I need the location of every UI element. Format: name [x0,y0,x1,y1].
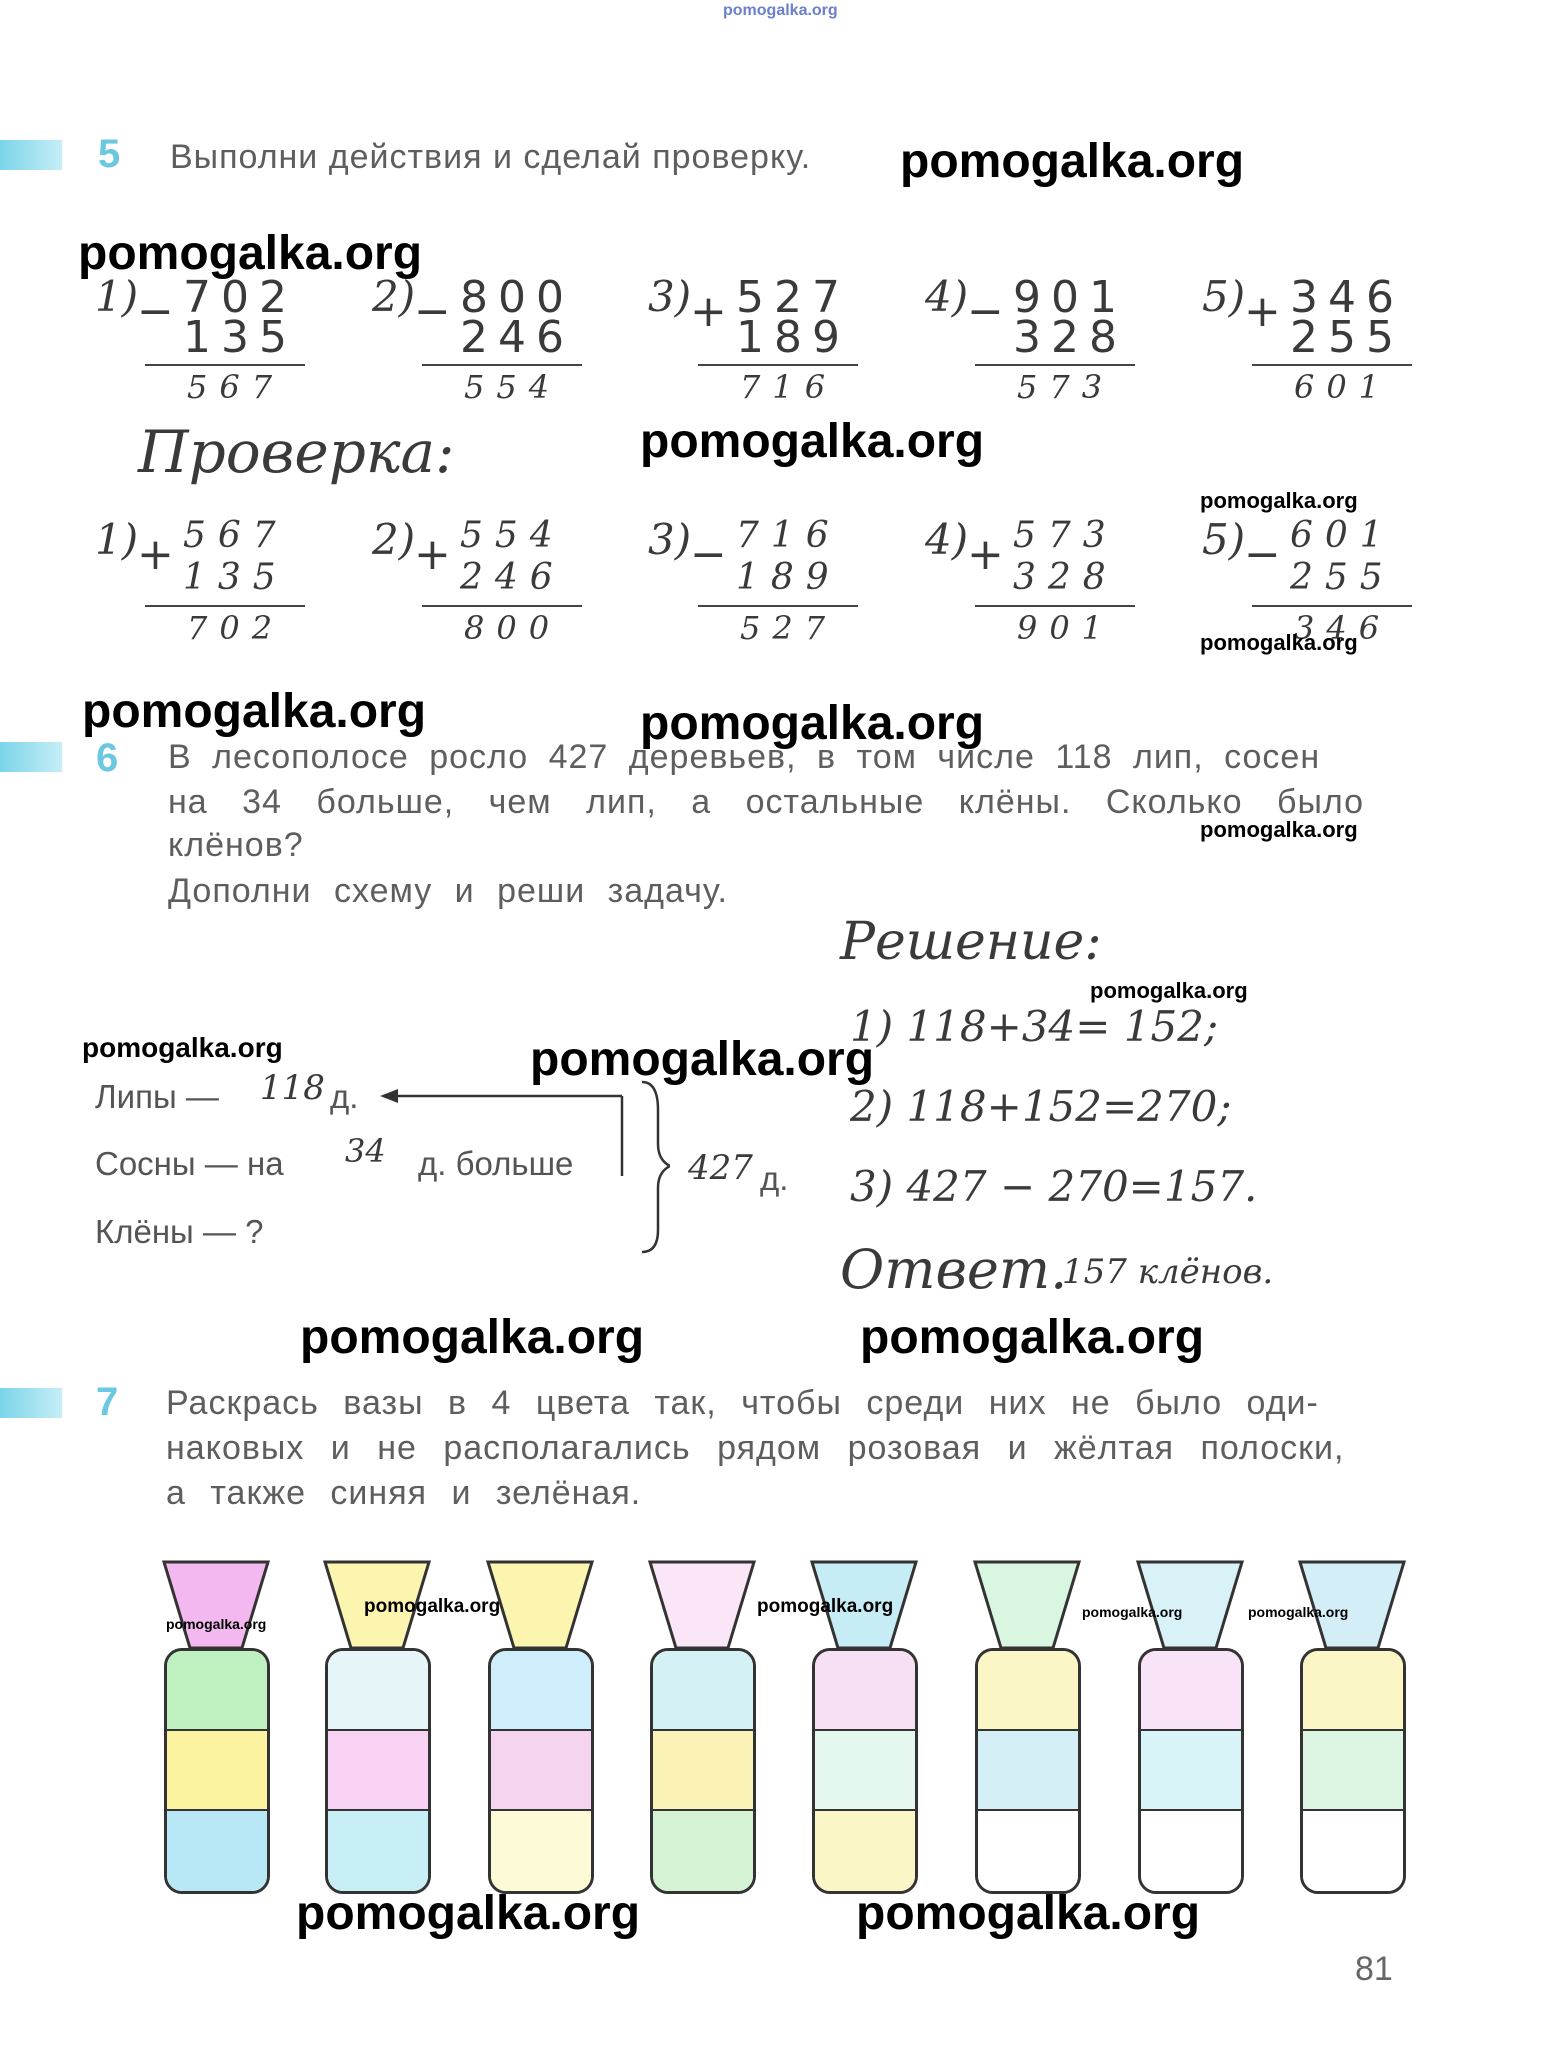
vase-6[interactable] [975,1560,1079,1890]
watermark: pomogalka.org [82,1032,283,1063]
vase-stripe-2[interactable] [491,1731,591,1811]
vase-stripe-1[interactable] [1303,1651,1403,1731]
check-b: 246 [460,557,565,598]
task7-line3: а также синяя и зелёная. [166,1474,642,1512]
example-underline [698,364,858,366]
watermark: pomogalka.org [1082,1604,1183,1620]
task7-number: 7 [96,1380,119,1424]
watermark: pomogalka.org [1200,630,1358,655]
watermark: pomogalka.org [1248,1604,1349,1620]
example-label: 3) [648,272,692,321]
top-watermark: pomogalka.org [723,2,838,19]
watermark: pomogalka.org [856,1887,1201,1940]
example-sign: − [967,286,1004,337]
vase-body [975,1648,1081,1894]
check-result: 702 [187,609,285,647]
task5-text: Выполни действия и сделай проверку. [170,138,812,176]
check-b: 328 [1013,557,1118,598]
task6-number: 6 [96,736,119,780]
vase-stripe-2[interactable] [1303,1731,1403,1811]
vase-stripe-3[interactable] [653,1811,753,1891]
watermark: pomogalka.org [296,1887,641,1940]
vase-body [488,1648,594,1894]
example-result: 567 [187,368,285,406]
example-underline [975,364,1135,366]
vase-stripe-1[interactable] [978,1651,1078,1731]
check-b: 189 [736,557,841,598]
vase-stripe-1[interactable] [328,1651,428,1731]
check-sign: − [1244,529,1281,580]
task7-line2: наковых и не располагались рядом розовая и жёлтая полоски, [166,1429,1345,1467]
example-b: 255 [1290,312,1404,363]
example-label: 1) [95,272,139,321]
check-underline [422,605,582,607]
vase-neck[interactable] [162,1560,270,1648]
scheme-total-unit: д. [760,1160,789,1197]
watermark: pomogalka.org [166,1616,267,1632]
check-a: 716 [736,515,841,556]
vase-stripe-1[interactable] [1141,1651,1241,1731]
task5-number: 5 [98,132,121,176]
vase-stripe-1[interactable] [815,1651,915,1731]
solution-step-1: 1) 118+34= 152; [850,1002,1219,1051]
example-result: 573 [1017,368,1115,406]
example-label: 5) [1202,272,1246,321]
check-underline [698,605,858,607]
vase-body [1138,1648,1244,1894]
watermark: pomogalka.org [757,1596,894,1617]
example-sign: − [137,286,174,337]
example-a: 346 [1290,272,1404,323]
vase-stripe-3[interactable] [491,1811,591,1891]
scheme-lipy-value: 118 [260,1068,325,1108]
vase-stripe-2[interactable] [978,1731,1078,1811]
example-underline [1252,364,1412,366]
example-a: 901 [1013,272,1127,323]
watermark: pomogalka.org [640,415,985,468]
watermark: pomogalka.org [900,135,1245,188]
scheme-sosny-suffix: д. больше [418,1145,574,1182]
vase-stripe-2[interactable] [815,1731,915,1811]
vase-stripe-3[interactable] [815,1811,915,1891]
answer-text: 157 клёнов. [1062,1252,1274,1292]
watermark: pomogalka.org [82,685,427,738]
check-result: 800 [464,609,562,647]
example-b: 246 [460,312,574,363]
solution-title: Решение: [840,912,1102,972]
watermark: pomogalka.org [860,1311,1205,1364]
check-b: 135 [183,557,288,598]
check-title: Проверка: [138,418,455,486]
vase-body [325,1648,431,1894]
vase-body [650,1648,756,1894]
vase-stripe-2[interactable] [328,1731,428,1811]
check-result: 346 [1294,609,1392,647]
check-label: 3) [648,515,692,564]
example-underline [422,364,582,366]
watermark: pomogalka.org [1200,817,1358,842]
vase-body [812,1648,918,1894]
task7-marker-bar [0,1388,62,1418]
example-underline [145,364,305,366]
solution-step-2: 2) 118+152=270; [850,1082,1232,1131]
example-sign: + [1244,286,1281,337]
solution-step-3: 3) 427 − 270=157. [850,1162,1258,1211]
example-a: 702 [183,272,297,323]
example-b: 189 [736,312,850,363]
watermark: pomogalka.org [78,227,423,280]
task6-line1: В лесополосе росло 427 деревьев, в том числе 118 лип, сосен [168,738,1321,776]
check-a: 573 [1013,515,1118,556]
example-label: 4) [925,272,969,321]
watermark: pomogalka.org [300,1311,645,1364]
check-sign: − [690,529,727,580]
check-label: 1) [95,515,139,564]
watermark: pomogalka.org [530,1033,875,1086]
example-label: 2) [372,272,416,321]
vase-stripe-1[interactable] [167,1651,267,1731]
example-a: 800 [460,272,574,323]
vase-stripe-3[interactable] [167,1811,267,1891]
vase-stripe-2[interactable] [1141,1731,1241,1811]
example-result: 554 [464,368,562,406]
watermark: pomogalka.org [1090,978,1248,1003]
page-number: 81 [1355,1950,1393,1988]
vase-stripe-1[interactable] [491,1651,591,1731]
vase-stripe-2[interactable] [653,1731,753,1811]
vase-stripe-3[interactable] [1141,1811,1241,1891]
vase-4[interactable] [650,1560,754,1890]
vase-1[interactable] [164,1560,268,1890]
check-a: 601 [1290,515,1395,556]
check-label: 2) [372,515,416,564]
scheme-lipy-label: Липы — [95,1078,219,1115]
check-sign: + [414,529,451,580]
check-label: 5) [1202,515,1246,564]
task6-line4: Дополни схему и реши задачу. [168,872,728,910]
example-sign: + [690,286,727,337]
check-b: 255 [1290,557,1395,598]
check-result: 901 [1017,609,1115,647]
check-a: 554 [460,515,565,556]
example-b: 328 [1013,312,1127,363]
check-underline [145,605,305,607]
check-result: 527 [740,609,838,647]
watermark: pomogalka.org [1200,488,1358,513]
vase-body [1300,1648,1406,1894]
scheme-klyony-label: Клёны — ? [95,1213,264,1250]
vase-body [164,1648,270,1894]
task6-marker-bar [0,742,62,772]
scheme-sosny-label: Сосны — на [95,1145,284,1182]
answer-label: Ответ. [840,1238,1068,1301]
vase-stripe-2[interactable] [167,1731,267,1811]
example-sign: − [414,286,451,337]
task7-line1: Раскрась вазы в 4 цвета так, чтобы среди них не было оди- [166,1384,1319,1422]
example-result: 601 [1294,368,1392,406]
vase-stripe-1[interactable] [653,1651,753,1731]
watermark: pomogalka.org [640,697,985,750]
vase-neck[interactable] [973,1560,1081,1648]
vase-stripe-3[interactable] [978,1811,1078,1891]
task6-line3: клёнов? [168,826,304,864]
check-underline [975,605,1135,607]
example-a: 527 [736,272,850,323]
check-underline [1252,605,1412,607]
scheme-lipy-unit: д. [330,1078,359,1115]
example-result: 716 [740,368,838,406]
vase-stripe-3[interactable] [1303,1811,1403,1891]
vase-stripe-3[interactable] [328,1811,428,1891]
check-sign: + [967,529,1004,580]
scheme-sosny-value: 34 [345,1132,386,1170]
check-sign: + [137,529,174,580]
scheme-arrows [380,1080,670,1260]
task5-marker-bar [0,140,62,170]
vase-neck[interactable] [648,1560,756,1648]
vase-3[interactable] [488,1560,592,1890]
check-label: 4) [925,515,969,564]
vase-neck[interactable] [486,1560,594,1648]
task6-line2: на 34 больше, чем лип, а остальные клёны. Сколько было [168,783,1365,821]
check-a: 567 [183,515,288,556]
example-b: 135 [183,312,297,363]
scheme-total-value: 427 [688,1148,753,1188]
watermark: pomogalka.org [364,1596,501,1617]
